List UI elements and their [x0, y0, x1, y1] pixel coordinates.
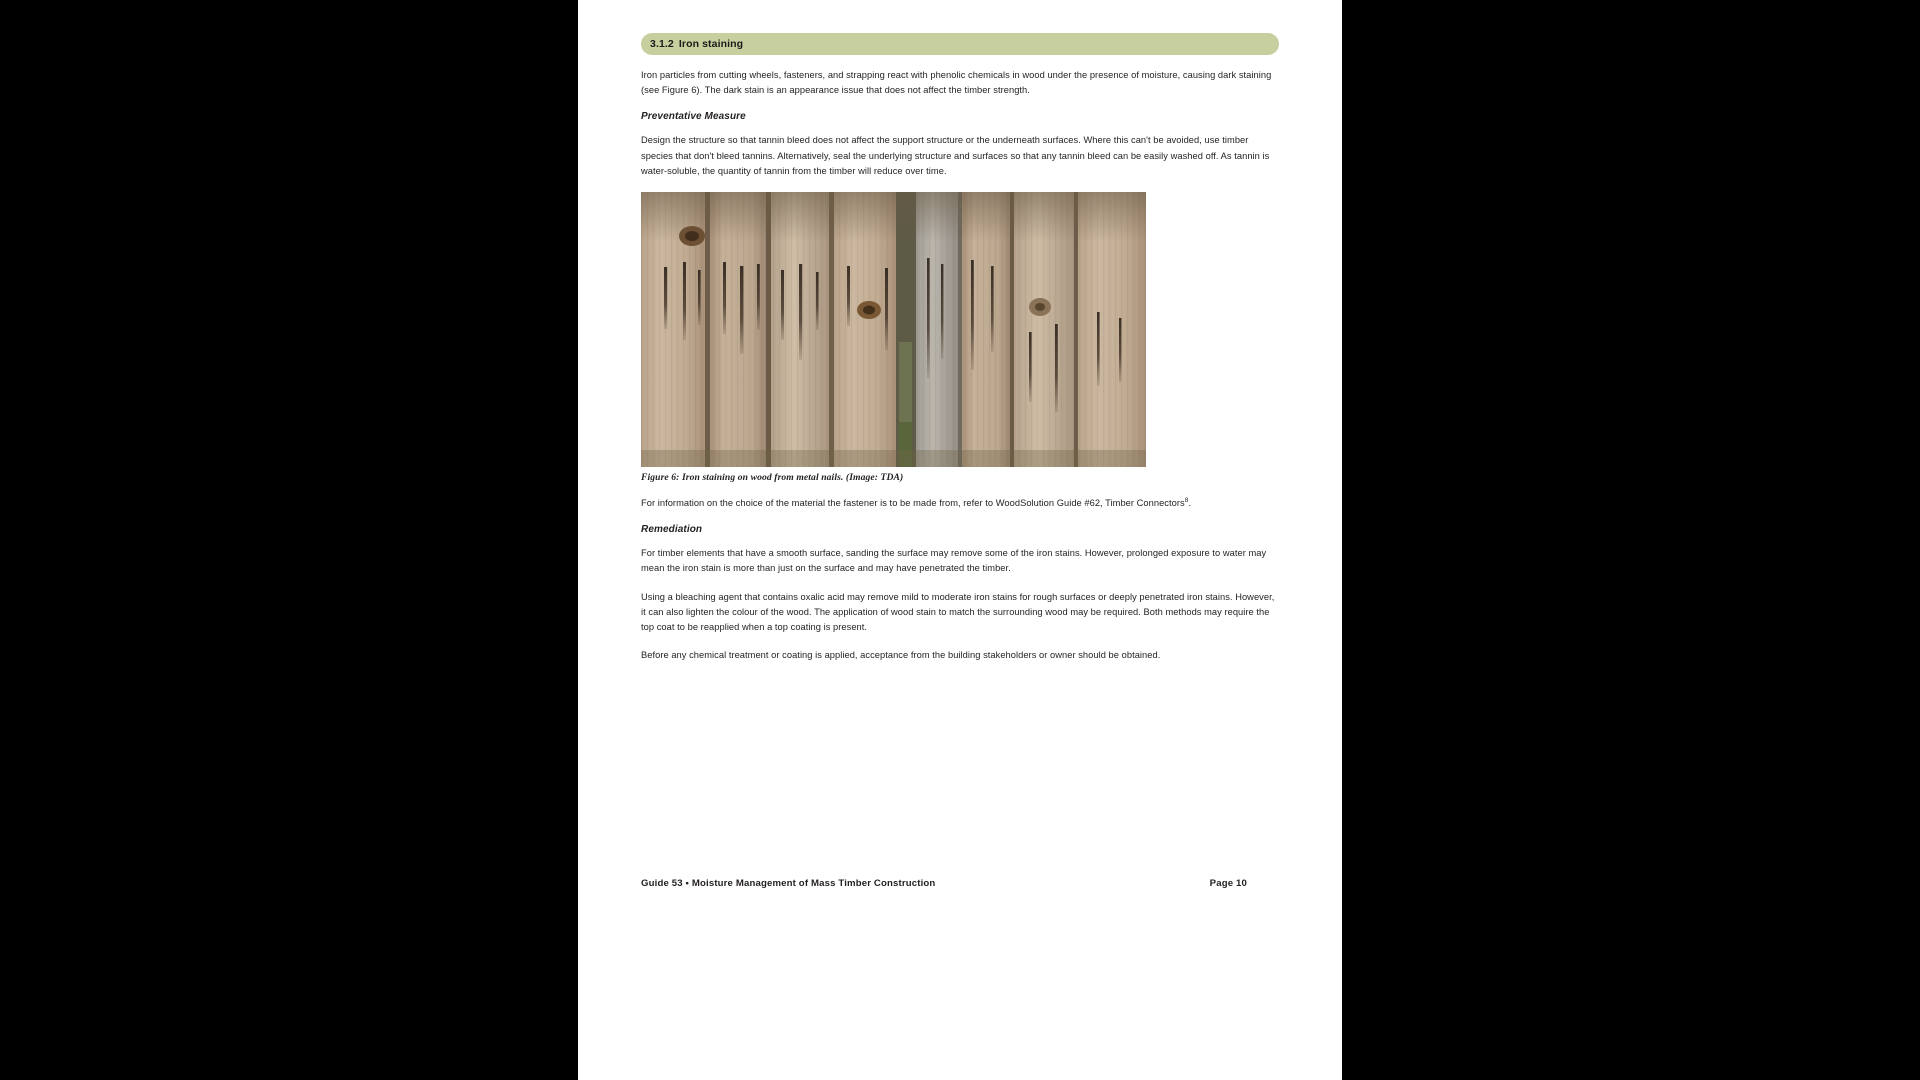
intro-paragraph: Iron particles from cutting wheels, fasteners, and strapping react with phenolic chemicals in wood under the presence of moisture, causing dark staining (see Figure 6). The dark stain is an appearance issue that does not affect the timber strength. [641, 70, 1272, 96]
section-heading [641, 33, 1279, 55]
remediation-heading: Remediation [641, 524, 703, 536]
remediation-paragraph-3: Before any chemical treatment or coating is applied, acceptance from the building stakeholders or owner should be obtained. [641, 650, 1161, 661]
document-page [578, 0, 1342, 1080]
figure-caption: Figure 6: Iron staining on wood from metal nails. (Image: TDA) [641, 472, 904, 484]
fastener-text: For information on the choice of the material the fastener is to be made from, refer to WoodSolution Guide #62, Timber Connectors [641, 498, 1185, 509]
page-footer [641, 878, 1279, 889]
section-number: 3.1.2 [650, 38, 674, 50]
section-title: Iron staining [678, 38, 744, 50]
preventative-measure-paragraph: Design the structure so that tannin bleed does not affect the support structure or the underneath surfaces. Where this can't be avoided, use timber species that don't bleed tannins. Alternatively, seal the underlying structure and surfaces so that any tannin bleed can be easily washed off. As tannin is water-soluble, the quantity of tannin from the timber will reduce over time. [641, 135, 1270, 176]
fastener-paragraph [641, 496, 1279, 511]
remediation-paragraph-2: Using a bleaching agent that contains oxalic acid may remove mild to moderate iron stains for rough surfaces or deeply penetrated iron stains. However, it can also lighten the colour of the wood. The application of wood stain to match the surrounding wood may be required. Both methods may require the top coat to be reapplied when a top coating is present. [641, 591, 1275, 633]
figure-6 [641, 192, 1279, 467]
preventative-measure-heading: Preventative Measure [641, 111, 746, 123]
footnote-marker: 8 [1184, 496, 1189, 504]
remediation-paragraph-1: For timber elements that have a smooth surface, sanding the surface may remove some of the iron stains. However, prolonged exposure to water may mean the iron stain is more than just on the surface and may have penetrated the timber. [641, 548, 1267, 574]
footer-guide-title: Guide 53 • Moisture Management of Mass Timber Construction [641, 878, 936, 889]
iron-staining-photo [641, 192, 1146, 467]
fastener-text-end: . [1188, 498, 1192, 509]
page-content [641, 33, 1279, 676]
footer-page-number: Page 10 [1209, 878, 1247, 889]
